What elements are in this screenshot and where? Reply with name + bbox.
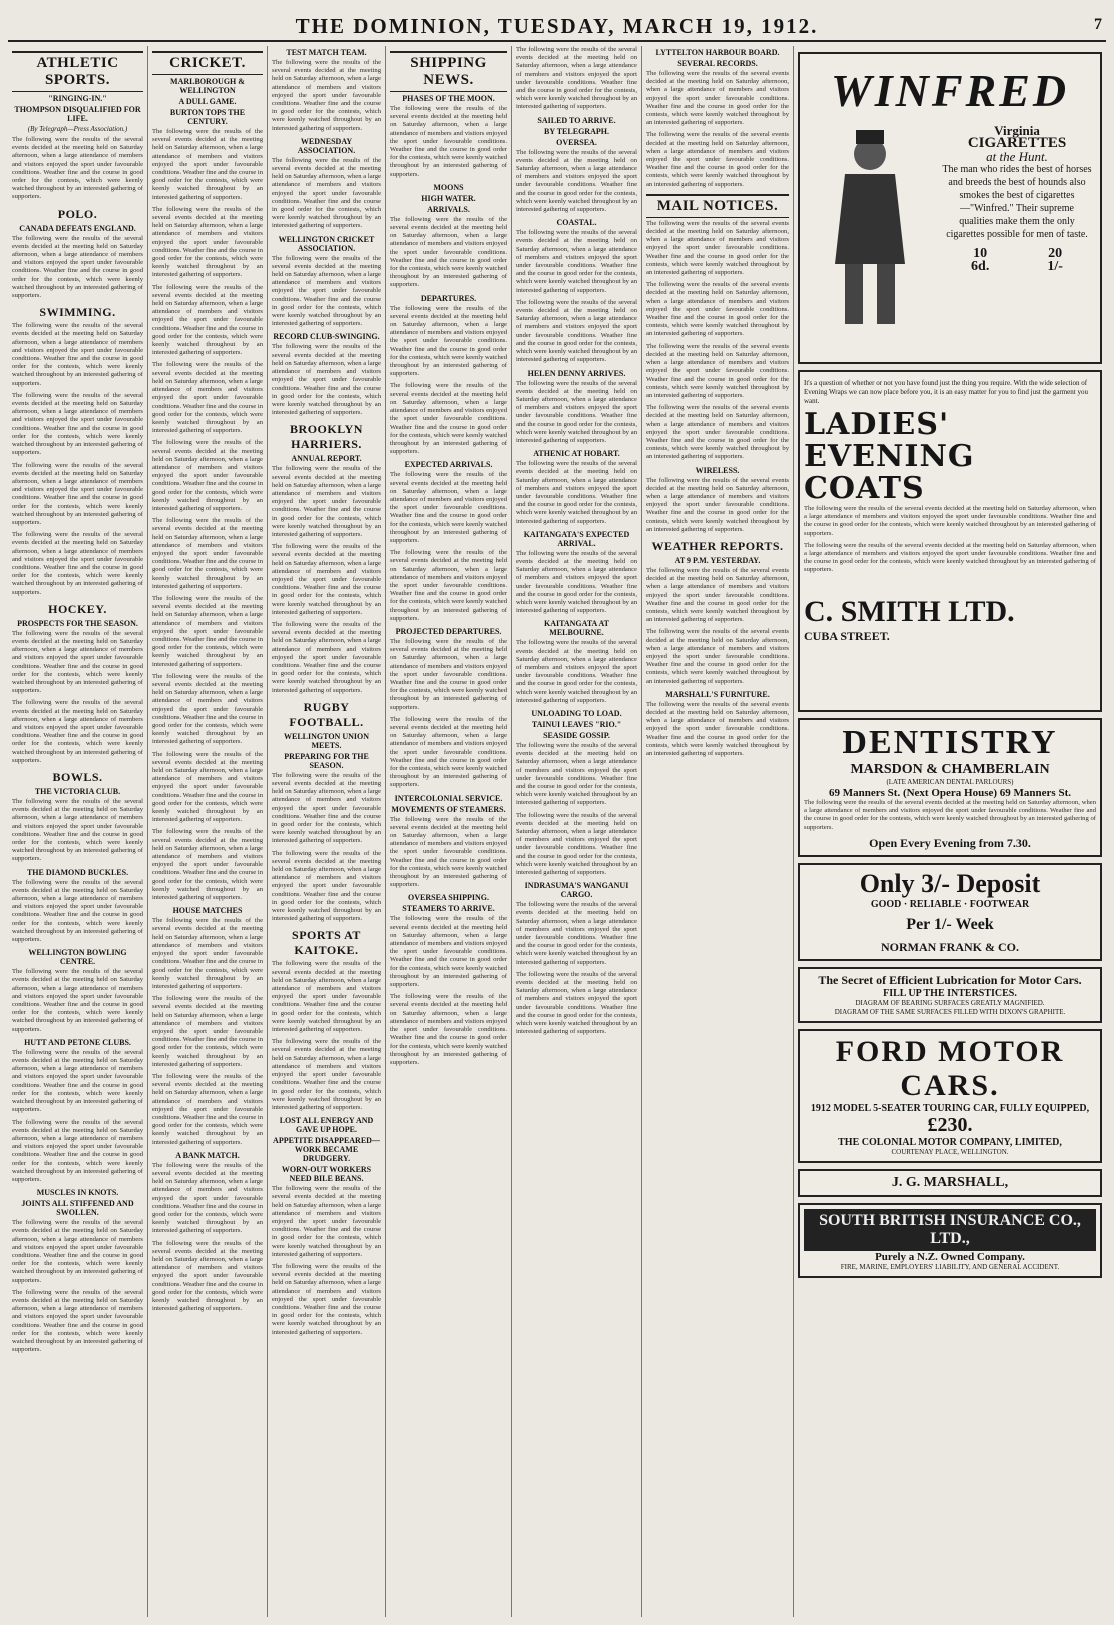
article-body: The following were the results of the several events decided at the meeting held on Saturday afternoon, when a large attendance of members and visitors enjoyed the sport under favourable conditions. Weather fine and the course in good order for the contests, which were keenly watched throughout by an interested gathering of supporters. <box>516 901 637 966</box>
article-body: The following were the results of the several events decided at the meeting held on Saturday afternoon, when a large attendance of members and visitors enjoyed the sport under favourable conditions. Weather fine and the course in good order for the contests, which were keenly watched throughout by an interested gathering of supporters. <box>152 828 263 902</box>
article-body: The following were the results of the several events decided at the meeting held on Saturday afternoon, when a large attendance of members and visitors enjoyed the sport under favourable conditions. Weather fine and the course in good order for the contests, which were keenly watched throughout by an interested gathering of supporters. <box>390 815 507 889</box>
article-headline: EXPECTED ARRIVALS. <box>404 460 493 470</box>
smith-name: C. SMITH LTD. <box>804 594 1015 628</box>
section-heading: RUGBY FOOTBALL. <box>289 699 364 729</box>
footwear-tagline: GOOD · RELIABLE · FOOTWEAR <box>870 898 1030 910</box>
article-body: The following were the results of the several events decided at the meeting held on Saturday afternoon, when a large attendance of members and visitors enjoyed the sport under favourable conditions. Weather fine and the course in good order for the contests, which were keenly watched throughout by an interested gathering of supporters. <box>646 70 789 127</box>
article-headline: RECORD CLUB-SWINGING. <box>273 332 380 342</box>
column-advertisements <box>794 46 1106 1617</box>
article-body: The following were the results of the several events decided at the meeting held on Saturday afternoon, when a large attendance of members and visitors enjoyed the sport under favourable conditions. Weather fine and the course in good order for the contests, which were keenly watched throughout by an interested gathering of supporters. <box>12 1118 143 1183</box>
article-headline: BY TELEGRAPH. <box>544 126 609 136</box>
article-body: The following were the results of the several events decided at the meeting held on Saturday afternoon, when a large attendance of members and visitors enjoyed the sport under favourable conditions. Weather fine and the course in good order for the contests, which were keenly watched throughout by an interested gathering of supporters. <box>516 148 637 214</box>
article-headline: THE DIAMOND BUCKLES. <box>26 867 129 877</box>
column-test-match <box>268 46 386 1617</box>
article-body: The following were the results of the several events decided at the meeting held on Saturday afternoon, when a large attendance of members and visitors enjoyed the sport under favourable conditions. Weather fine and the course in good order for the contests, which were keenly watched throughout by an interested gathering of supporters. <box>646 342 789 399</box>
masthead <box>8 14 1106 42</box>
article-body: The following were the results of the several events decided at the meeting held on Saturday afternoon, when a large attendance of members and visitors enjoyed the sport under favourable conditions. Weather fine and the course in good order for the contests, which were keenly watched throughout by an interested gathering of supporters. <box>646 281 789 338</box>
article-body: The following were the results of the several events decided at the meeting held on Saturday afternoon, when a large attendance of members and visitors enjoyed the sport under favourable conditions. Weather fine and the course in good order for the contests, which were keenly watched throughout by an interested gathering of supporters. <box>272 1185 381 1258</box>
subheading: "RINGING-IN." <box>48 94 107 103</box>
article-body: The following were the results of the several events decided at the meeting held on Saturday afternoon, when a large attendance of members and visitors enjoyed the sport under favourable conditions. Weather fine and the course in good order for the contests, which were keenly watched throughout by an interested gathering of supporters. <box>390 915 507 989</box>
article-headline: APPETITE DISAPPEARED—WORK BECAME DRUDGERY. <box>273 1136 380 1164</box>
article-body: The following were the results of the several events decided at the meeting held on Saturday afternoon, when a large attendance of members and visitors enjoyed the sport under favourable conditions. Weather fine and the course in good order for the contests, which were keenly watched throughout by an interested gathering of supporters. <box>12 1048 143 1114</box>
column-shipping-cont <box>512 46 642 1617</box>
winfred-copy <box>942 124 1092 273</box>
dentistry-address: 69 Manners St. (Next Opera House) 69 Manners St. <box>829 787 1071 799</box>
article-body: The following were the results of the several events decided at the meeting held on Saturday afternoon, when a large attendance of members and visitors enjoyed the sport under favourable conditions. Weather fine and the course in good order for the contests, which were keenly watched throughout by an interested gathering of supporters. <box>272 620 381 694</box>
article-headline: A BANK MATCH. <box>175 1150 240 1160</box>
deposit-heading: Only 3/- Deposit <box>859 868 1041 898</box>
article-body: The following were the results of the several events decided at the meeting held on Saturday afternoon, when a large attendance of members and visitors enjoyed the sport under favourable conditions. Weather fine and the course in good order for the contests, which were keenly watched throughout by an interested gathering of supporters. <box>390 105 507 178</box>
article-body: The following were the results of the several events decided at the meeting held on Saturday afternoon, when a large attendance of members and visitors enjoyed the sport under favourable conditions. Weather fine and the course in good order for the contests, which were keenly watched throughout by an interested gathering of supporters. <box>12 878 143 944</box>
ad-body: The following were the results of the several events decided at the meeting held on Saturday afternoon, when a large attendance of members and visitors enjoyed the sport under favourable conditions. Weather fine and the course in good order for the contests, which were keenly watched throughout by an interested gathering of supporters. <box>804 799 1096 831</box>
article-headline: PROJECTED DEPARTURES. <box>395 626 502 636</box>
article-body: The following were the results of the several events decided at the meeting held on Saturday afternoon, when a large attendance of members and visitors enjoyed the sport under favourable conditions. Weather fine and the course in good order for the contests, which were keenly watched throughout by an interested gathering of supporters. <box>12 136 143 201</box>
article-body: The following were the results of the several events decided at the meeting held on Saturday afternoon, when a large attendance of members and visitors enjoyed the sport under favourable conditions. Weather fine and the course in good order for the contests, which were keenly watched throughout by an interested gathering of supporters. <box>516 46 637 111</box>
section-heading: BOWLS. <box>52 770 103 784</box>
column-athletic-sports <box>8 46 148 1617</box>
winfred-line1: Virginia <box>994 123 1040 138</box>
winfred-line3: at the Hunt. <box>986 149 1048 164</box>
article-headline: MUSCLES IN KNOTS. <box>36 1188 119 1198</box>
article-body: The following were the results of the several events decided at the meeting held on Saturday afternoon, when a large attendance of members and visitors enjoyed the sport under favourable conditions. Weather fine and the course in good order for the contests, which were keenly watched throughout by an interested gathering of supporters. <box>152 439 263 512</box>
article-headline: HIGH WATER. <box>421 193 476 203</box>
section-heading: POLO. <box>57 206 98 221</box>
article-body: The following were the results of the several events decided at the meeting held on Saturday afternoon, when a large attendance of members and visitors enjoyed the sport under favourable conditions. Weather fine and the course in good order for the contests, which were keenly watched throughout by an interested gathering of supporters. <box>152 917 263 990</box>
article-headline: BURTON TOPS THE CENTURY. <box>169 108 246 126</box>
dentistry-hours: Open Every Evening from 7.30. <box>869 835 1031 850</box>
article-headline: KAITANGATA'S EXPECTED ARRIVAL. <box>523 529 630 548</box>
page-number: 7 <box>1094 16 1102 33</box>
section-heading: SPORTS AT KAITOKE. <box>292 928 361 958</box>
sbi-sub: Purely a N.Z. Owned Company. <box>875 1250 1025 1263</box>
insurance-ad <box>798 1203 1102 1278</box>
article-body: The following were the results of the several events decided at the meeting held on Saturday afternoon, when a large attendance of members and visitors enjoyed the sport under favourable conditions. Weather fine and the course in good order for the contests, which were keenly watched throughout by an interested gathering of supporters. <box>516 379 637 444</box>
dentistry-heading: DENTISTRY <box>842 724 1058 761</box>
article-body: The following were the results of the several events decided at the meeting held on Saturday afternoon, when a large attendance of members and visitors enjoyed the sport under favourable conditions. Weather fine and the course in good order for the contests, which were keenly watched throughout by an interested gathering of supporters. <box>152 995 263 1068</box>
article-body: The following were the results of the several events decided at the meeting held on Saturday afternoon, when a large attendance of members and visitors enjoyed the sport under favourable conditions. Weather fine and the course in good order for the contests, which were keenly watched throughout by an interested gathering of supporters. <box>152 517 263 590</box>
article-body: The following were the results of the several events decided at the meeting held on Saturday afternoon, when a large attendance of members and visitors enjoyed the sport under favourable conditions. Weather fine and the course in good order for the contests, which were keenly watched throughout by an interested gathering of supporters. <box>390 637 507 711</box>
article-headline: COASTAL. <box>556 218 597 228</box>
marshall-name: J. G. MARSHALL, <box>891 1174 1009 1190</box>
article-body: The following were the results of the several events decided at the meeting held on Saturday afternoon, when a large attendance of members and visitors enjoyed the sport under favourable conditions. Weather fine and the course in good order for the contests, which were keenly watched throughout by an interested gathering of supporters. <box>646 566 789 624</box>
dentistry-former: (LATE AMERICAN DENTAL PARLOURS) <box>886 778 1014 786</box>
article-body: The following were the results of the several events decided at the meeting held on Saturday afternoon, when a large attendance of members and visitors enjoyed the sport under favourable conditions. Weather fine and the course in good order for the contests, which were keenly watched throughout by an interested gathering of supporters. <box>272 254 381 328</box>
article-headline: SEVERAL RECORDS. <box>677 59 758 68</box>
article-headline: THOMPSON DISQUALIFIED FOR LIFE. <box>14 105 141 123</box>
article-body: The following were the results of the several events decided at the meeting held on Saturday afternoon, when a large attendance of members and visitors enjoyed the sport under favourable conditions. Weather fine and the course in good order for the contests, which were keenly watched throughout by an interested gathering of supporters. <box>152 205 263 279</box>
article-body: The following were the results of the several events decided at the meeting held on Saturday afternoon, when a large attendance of members and visitors enjoyed the sport under favourable conditions. Weather fine and the course in good order for the contests, which were keenly watched throughout by an interested gathering of supporters. <box>390 993 507 1066</box>
dentistry-firm: MARSDON & CHAMBERLAIN <box>850 762 1050 777</box>
article-headline: CANADA DEFEATS ENGLAND. <box>19 223 136 233</box>
column-cricket <box>148 46 268 1617</box>
winfred-prices <box>942 247 1092 273</box>
article-headline: TAINUI LEAVES "RIO." <box>531 720 622 729</box>
winfred-logo: WINFRED <box>830 65 1070 116</box>
article-headline: A DULL GAME. <box>178 97 237 106</box>
article-body: The following were the results of the several events decided at the meeting held on Saturday afternoon, when a large attendance of members and visitors enjoyed the sport under favourable conditions. Weather fine and the course in good order for the contests, which were keenly watched throughout by an interested gathering of supporters. <box>152 283 263 357</box>
c-smith-ad <box>798 370 1102 712</box>
article-headline: INTERCOLONIAL SERVICE. <box>394 793 503 803</box>
colonial-motor: THE COLONIAL MOTOR COMPANY, LIMITED, <box>838 1136 1062 1148</box>
article-headline: HUTT AND PETONE CLUBS. <box>24 1037 131 1047</box>
article-body: The following were the results of the several events decided at the meeting held on Saturday afternoon, when a large attendance of members and visitors enjoyed the sport under favourable conditions. Weather fine and the course in good order for the contests, which were keenly watched throughout by an interested gathering of supporters. <box>646 700 789 758</box>
article-headline: TEST MATCH TEAM. <box>286 48 367 57</box>
lubrication-ad <box>798 967 1102 1023</box>
section-heading: SWIMMING. <box>39 305 116 320</box>
per-week: Per 1/- Week <box>906 915 994 933</box>
section-heading: CRICKET. <box>152 51 263 75</box>
section-heading: WEATHER REPORTS. <box>651 538 784 553</box>
dentistry-ad <box>798 718 1102 857</box>
section-heading: SHIPPING NEWS. <box>390 51 507 92</box>
ladies-coats-heading: LADIES' EVENING COATS <box>804 407 975 506</box>
masthead-title: THE DOMINION, TUESDAY, MARCH 19, 1912. <box>295 14 819 38</box>
article-body: The following were the results of the several events decided at the meeting held on Saturday afternoon, when a large attendance of members and visitors enjoyed the sport under favourable conditions. Weather fine and the course in good order for the contests, which were keenly watched throughout by an interested gathering of supporters. <box>152 128 263 201</box>
article-headline: HELEN DENNY ARRIVES. <box>527 368 626 378</box>
article-body: The following were the results of the several events decided at the meeting held on Saturday afternoon, when a large attendance of members and visitors enjoyed the sport under favourable conditions. Weather fine and the course in good order for the contests, which were keenly watched throughout by an interested gathering of supporters. <box>152 1161 263 1235</box>
article-body: The following were the results of the several events decided at the meeting held on Saturday afternoon, when a large attendance of members and visitors enjoyed the sport under favourable conditions. Weather fine and the course in good order for the contests, which were keenly watched throughout by an interested gathering of supporters. <box>12 798 143 863</box>
article-headline: ANNUAL REPORT. <box>291 454 362 464</box>
winfred-line2: CIGARETTES <box>967 135 1067 151</box>
article-body: The following were the results of the several events decided at the meeting held on Saturday afternoon, when a large attendance of members and visitors enjoyed the sport under favourable conditions. Weather fine and the course in good order for the contests, which were keenly watched throughout by an interested gathering of supporters. <box>272 343 381 417</box>
article-body: The following were the results of the several events decided at the meeting held on Saturday afternoon, when a large attendance of members and visitors enjoyed the sport under favourable conditions. Weather fine and the course in good order for the contests, which were keenly watched throughout by an interested gathering of supporters. <box>390 382 507 456</box>
smith-address: CUBA STREET. <box>804 628 890 643</box>
article-headline: WELLINGTON CRICKET ASSOCIATION. <box>278 234 375 253</box>
article-body: The following were the results of the several events decided at the meeting held on Saturday afternoon, when a large attendance of members and visitors enjoyed the sport under favourable conditions. Weather fine and the course in good order for the contests, which were keenly watched throughout by an interested gathering of supporters. <box>12 699 143 764</box>
article-headline: LYTTELTON HARBOUR BOARD. <box>655 48 780 57</box>
sbi-heading: SOUTH BRITISH INSURANCE CO., LTD., <box>804 1209 1096 1251</box>
price-qty-20: 20 <box>1048 246 1063 261</box>
article-body: The following were the results of the several events decided at the meeting held on Saturday afternoon, when a large attendance of members and visitors enjoyed the sport under favourable conditions. Weather fine and the course in good order for the contests, which were keenly watched throughout by an interested gathering of supporters. <box>272 1038 381 1111</box>
article-body: The following were the results of the several events decided at the meeting held on Saturday afternoon, when a large attendance of members and visitors enjoyed the sport under favourable conditions. Weather fine and the course in good order for the contests, which were keenly watched throughout by an interested gathering of supporters. <box>12 1219 143 1284</box>
article-body: The following were the results of the several events decided at the meeting held on Saturday afternoon, when a large attendance of members and visitors enjoyed the sport under favourable conditions. Weather fine and the course in good order for the contests, which were keenly watched throughout by an interested gathering of supporters. <box>516 460 637 525</box>
ford-price: £230. <box>927 1113 973 1136</box>
article-body: The following were the results of the several events decided at the meeting held on Saturday afternoon, when a large attendance of members and visitors enjoyed the sport under favourable conditions. Weather fine and the course in good order for the contests, which were keenly watched throughout by an interested gathering of supporters. <box>152 750 263 824</box>
ladies-intro: It's a question of whether or not you have found just the thing you require. With the wide selection of Evening Wraps we can now place before you, it is an easy matter for you to find just the garment you want. <box>804 379 1088 405</box>
article-body: The following were the results of the several events decided at the meeting held on Saturday afternoon, when a large attendance of members and visitors enjoyed the sport under favourable conditions. Weather fine and the course in good order for the contests, which were keenly watched throughout by an interested gathering of supporters. <box>12 461 143 526</box>
article-body: The following were the results of the several events decided at the meeting held on Saturday afternoon, when a large attendance of members and visitors enjoyed the sport under favourable conditions. Weather fine and the course in good order for the contests, which were keenly watched throughout by an interested gathering of supporters. <box>646 628 789 685</box>
colonial-address: COURTENAY PLACE, WELLINGTON. <box>891 1147 1009 1156</box>
article-body: The following were the results of the several events decided at the meeting held on Saturday afternoon, when a large attendance of members and visitors enjoyed the sport under favourable conditions. Weather fine and the course in good order for the contests, which were keenly watched throughout by an interested gathering of supporters. <box>516 742 637 807</box>
lubrication-heading: The Secret of Efficient Lubrication for Motor Cars. <box>818 972 1082 987</box>
article-headline: WELLINGTON UNION MEETS. <box>284 731 369 750</box>
article-body: The following were the results of the several events decided at the meeting held on Saturday afternoon, when a large attendance of members and visitors enjoyed the sport under favourable conditions. Weather fine and the course in good order for the contests, which were keenly watched throughout by an interested gathering of supporters. <box>390 215 507 289</box>
article-headline: WELLINGTON BOWLING CENTRE. <box>28 948 127 967</box>
article-body: The following were the results of the several events decided at the meeting held on Saturday afternoon, when a large attendance of members and visitors enjoyed the sport under favourable conditions. Weather fine and the course in good order for the contests, which were keenly watched throughout by an interested gathering of supporters. <box>152 1239 263 1313</box>
article-headline: KAITANGATA AT MELBOURNE. <box>544 619 609 638</box>
article-body: The following were the results of the several events decided at the meeting held on Saturday afternoon, when a large attendance of members and visitors enjoyed the sport under favourable conditions. Weather fine and the course in good order for the contests, which were keenly watched throughout by an interested gathering of supporters. <box>390 304 507 378</box>
article-headline: MARSHALL'S FURNITURE. <box>665 689 770 699</box>
article-body: The following were the results of the several events decided at the meeting held on Saturday afternoon, when a large attendance of members and visitors enjoyed the sport under favourable conditions. Weather fine and the course in good order for the contests, which were keenly watched throughout by an interested gathering of supporters. <box>272 543 381 616</box>
article-headline: HOUSE MATCHES <box>172 906 243 916</box>
article-body: The following were the results of the several events decided at the meeting held on Saturday afternoon, when a large attendance of members and visitors enjoyed the sport under favourable conditions. Weather fine and the course in good order for the contests, which were keenly watched throughout by an interested gathering of supporters. <box>646 404 789 461</box>
article-headline: INDRASUMA'S WANGANUI CARGO. <box>524 881 629 900</box>
diagram-caption-1: DIAGRAM OF BEARING SURFACES GREATLY MAGNIFIED. <box>855 998 1045 1007</box>
article-body: The following were the results of the several events decided at the meeting held on Saturday afternoon, when a large attendance of members and visitors enjoyed the sport under favourable conditions. Weather fine and the course in good order for the contests, which were keenly watched throughout by an interested gathering of supporters. <box>272 1262 381 1336</box>
article-body: The following were the results of the several events decided at the meeting held on Saturday afternoon, when a large attendance of members and visitors enjoyed the sport under favourable conditions. Weather fine and the course in good order for the contests, which were keenly watched throughout by an interested gathering of supporters. <box>390 471 507 544</box>
article-body: The following were the results of the several events decided at the meeting held on Saturday afternoon, when a large attendance of members and visitors enjoyed the sport under favourable conditions. Weather fine and the course in good order for the contests, which were keenly watched throughout by an interested gathering of supporters. <box>12 1288 143 1354</box>
article-headline: OVERSEA. <box>556 137 597 147</box>
section-heading: BROOKLYN HARRIERS. <box>290 422 363 452</box>
article-body: The following were the results of the several events decided at the meeting held on Saturday afternoon, when a large attendance of members and visitors enjoyed the sport under favourable conditions. Weather fine and the course in good order for the contests, which were keenly watched throughout by an interested gathering of supporters. <box>12 322 143 387</box>
ford-model: 1912 MODEL 5-SEATER TOURING CAR, FULLY EQUIPPED, <box>810 1102 1090 1114</box>
article-body: The following were the results of the several events decided at the meeting held on Saturday afternoon, when a large attendance of members and visitors enjoyed the sport under favourable conditions. Weather fine and the course in good order for the contests, which were keenly watched throughout by an interested gathering of supporters. <box>272 156 381 230</box>
article-body: The following were the results of the several events decided at the meeting held on Saturday afternoon, when a large attendance of members and visitors enjoyed the sport under favourable conditions. Weather fine and the course in good order for the contests, which were keenly watched throughout by an interested gathering of supporters. <box>12 968 143 1033</box>
article-body: The following were the results of the several events decided at the meeting held on Saturday afternoon, when a large attendance of members and visitors enjoyed the sport under favourable conditions. Weather fine and the course in good order for the contests, which were keenly watched throughout by an interested gathering of supporters. <box>272 849 381 923</box>
article-headline: UNLOADING TO LOAD. <box>531 709 622 718</box>
footwear-ad <box>798 863 1102 961</box>
article-body: The following were the results of the several events decided at the meeting held on Saturday afternoon, when a large attendance of members and visitors enjoyed the sport under favourable conditions. Weather fine and the course in good order for the contests, which were keenly watched throughout by an interested gathering of supporters. <box>272 465 381 538</box>
column-shipping <box>386 46 512 1617</box>
article-body: The following were the results of the several events decided at the meeting held on Saturday afternoon, when a large attendance of members and visitors enjoyed the sport under favourable conditions. Weather fine and the course in good order for the contests, which were keenly watched throughout by an interested gathering of supporters. <box>12 629 143 695</box>
article-headline: ARRIVALS. <box>427 204 470 214</box>
article-headline: MOVEMENTS OF STEAMERS. <box>391 804 506 814</box>
article-body: The following were the results of the several events decided at the meeting held on Saturday afternoon, when a large attendance of members and visitors enjoyed the sport under favourable conditions. Weather fine and the course in good order for the contests, which were keenly watched throughout by an interested gathering of supporters. <box>516 811 637 877</box>
ad-body: The following were the results of the several events decided at the meeting held on Saturday afternoon, when a large attendance of members and visitors enjoyed the sport under favourable conditions. Weather fine and the course in good order for the contests, which were keenly watched throughout by an interested gathering of supporters. <box>804 541 1096 574</box>
norman-frank: NORMAN FRANK & CO. <box>881 939 1019 954</box>
article-body: The following were the results of the several events decided at the meeting held on Saturday afternoon, when a large attendance of members and visitors enjoyed the sport under favourable conditions. Weather fine and the course in good order for the contests, which were keenly watched throughout by an interested gathering of supporters. <box>516 970 637 1036</box>
article-body: The following were the results of the several events decided at the meeting held on Saturday afternoon, when a large attendance of members and visitors enjoyed the sport under favourable conditions. Weather fine and the course in good order for the contests, which were keenly watched throughout by an interested gathering of supporters. <box>12 234 143 300</box>
winfred-cigarettes-ad <box>798 52 1102 364</box>
article-body: The following were the results of the several events decided at the meeting held on Saturday afternoon, when a large attendance of members and visitors enjoyed the sport under favourable conditions. Weather fine and the course in good order for the contests, which were keenly watched throughout by an interested gathering of supporters. <box>646 131 789 188</box>
article-headline: STEAMERS TO ARRIVE. <box>402 904 495 914</box>
article-headline: MOONS <box>433 182 464 192</box>
article-headline: SAILED TO ARRIVE. <box>537 115 616 125</box>
article-headline: SEASIDE GOSSIP. <box>543 731 610 740</box>
column-notices <box>642 46 794 1617</box>
article-headline: WORN-OUT WORKERS NEED BILE BEANS. <box>281 1165 372 1184</box>
section-heading: HOCKEY. <box>48 601 107 616</box>
article-body: The following were the results of the several events decided at the meeting held on Saturday afternoon, when a large attendance of members and visitors enjoyed the sport under favourable conditions. Weather fine and the course in good order for the contests, which were keenly watched throughout by an interested gathering of supporters. <box>152 361 263 435</box>
article-headline: WIRELESS. <box>695 465 740 475</box>
article-headline: DEPARTURES. <box>420 293 477 303</box>
ad-body: The following were the results of the several events decided at the meeting held on Saturday afternoon, when a large attendance of members and visitors enjoyed the sport under favourable conditions. Weather fine and the course in good order for the contests, which were keenly watched throughout by an interested gathering of supporters. <box>804 505 1096 537</box>
article-body: The following were the results of the several events decided at the meeting held on Saturday afternoon, when a large attendance of members and visitors enjoyed the sport under favourable conditions. Weather fine and the course in good order for the contests, which were keenly watched throughout by an interested gathering of supporters. <box>152 594 263 668</box>
article-body: The following were the results of the several events decided at the meeting held on Saturday afternoon, when a large attendance of members and visitors enjoyed the sport under favourable conditions. Weather fine and the course in good order for the contests, which were keenly watched throughout by an interested gathering of supporters. <box>152 1072 263 1146</box>
lubrication-sub: FILL UP THE INTERSTICES. <box>883 987 1017 999</box>
price-10: 6d. <box>971 259 990 274</box>
ford-heading: FORD MOTOR CARS. <box>835 1034 1065 1102</box>
article-body: The following were the results of the several events decided at the meeting held on Saturday afternoon, when a large attendance of members and visitors enjoyed the sport under favourable conditions. Weather fine and the course in good order for the contests, which were keenly watched throughout by an interested gathering of supporters. <box>12 391 143 457</box>
diagram-caption-2: DIAGRAM OF THE SAME SURFACES FILLED WITH DIXON'S GRAPHITE. <box>834 1007 1066 1016</box>
credit-line: (By Telegraph—Press Association.) <box>27 125 128 133</box>
article-body: The following were the results of the several events decided at the meeting held on Saturday afternoon, when a large attendance of members and visitors enjoyed the sport under favourable conditions. Weather fine and the course in good order for the contests, which were keenly watched throughout by an interested gathering of supporters. <box>12 531 143 596</box>
article-body: The following were the results of the several events decided at the meeting held on Saturday afternoon, when a large attendance of members and visitors enjoyed the sport under favourable conditions. Weather fine and the course in good order for the contests, which were keenly watched throughout by an interested gathering of supporters. <box>390 715 507 789</box>
section-heading: ATHLETIC SPORTS. <box>12 51 143 92</box>
article-body: The following were the results of the several events decided at the meeting held on Saturday afternoon, when a large attendance of members and visitors enjoyed the sport under favourable conditions. Weather fine and the course in good order for the contests, which were keenly watched throughout by an interested gathering of supporters. <box>516 298 637 364</box>
article-headline: WEDNESDAY ASSOCIATION. <box>297 136 356 155</box>
sbi-lines: FIRE, MARINE, EMPLOYERS' LIABILITY, AND GENERAL ACCIDENT. <box>840 1262 1060 1271</box>
article-body: The following were the results of the several events decided at the meeting held on Saturday afternoon, when a large attendance of members and visitors enjoyed the sport under favourable conditions. Weather fine and the course in good order for the contests, which were keenly watched throughout by an interested gathering of supporters. <box>272 960 381 1034</box>
article-body: The following were the results of the several events decided at the meeting held on Saturday afternoon, when a large attendance of members and visitors enjoyed the sport under favourable conditions. Weather fine and the course in good order for the contests, which were keenly watched throughout by an interested gathering of supporters. <box>272 771 381 845</box>
article-headline: OVERSEA SHIPPING. <box>408 893 489 903</box>
article-body: The following were the results of the several events decided at the meeting held on Saturday afternoon, when a large attendance of members and visitors enjoyed the sport under favourable conditions. Weather fine and the course in good order for the contests, which were keenly watched throughout by an interested gathering of supporters. <box>152 672 263 746</box>
winfred-description: The man who rides the best of horses and breeds the best of hounds also smokes the best of cigarettes—"Winfred." Their supreme qualities make them the only cigarettes possible for men of taste. <box>942 164 1092 240</box>
price-20: 1/- <box>1047 259 1063 274</box>
section-heading: MAIL NOTICES. <box>646 194 789 218</box>
article-headline: PHASES OF THE MOON. <box>402 94 495 103</box>
article-body: The following were the results of the several events decided at the meeting held on Saturday afternoon, when a large attendance of members and visitors enjoyed the sport under favourable conditions. Weather fine and the course in good order for the contests, which were keenly watched throughout by an interested gathering of supporters. <box>646 219 789 277</box>
article-headline: LOST ALL ENERGY AND GAVE UP HOPE. <box>279 1116 374 1135</box>
article-headline: PREPARING FOR THE SEASON. <box>284 751 369 770</box>
article-headline: PROSPECTS FOR THE SEASON. <box>17 618 138 628</box>
article-headline: ATHENIC AT HOBART. <box>533 449 620 459</box>
price-qty-10: 10 <box>973 246 988 261</box>
ford-ad <box>798 1029 1102 1163</box>
article-body: The following were the results of the several events decided at the meeting held on Saturday afternoon, when a large attendance of members and visitors enjoyed the sport under favourable conditions. Weather fine and the course in good order for the contests, which were keenly watched throughout by an interested gathering of supporters. <box>272 59 381 132</box>
article-body: The following were the results of the several events decided at the meeting held on Saturday afternoon, when a large attendance of members and visitors enjoyed the sport under favourable conditions. Weather fine and the course in good order for the contests, which were keenly watched throughout by an interested gathering of supporters. <box>516 549 637 615</box>
marshall-ad <box>798 1169 1102 1197</box>
huntsman-illustration-icon <box>810 124 930 334</box>
article-body: The following were the results of the several events decided at the meeting held on Saturday afternoon, when a large attendance of members and visitors enjoyed the sport under favourable conditions. Weather fine and the course in good order for the contests, which were keenly watched throughout by an interested gathering of supporters. <box>646 476 789 533</box>
article-headline: JOINTS ALL STIFFENED AND SWOLLEN. <box>21 1199 134 1218</box>
article-headline: AT 9 P.M. YESTERDAY. <box>674 555 761 565</box>
article-headline: MARLBOROUGH & WELLINGTON <box>170 77 245 95</box>
article-body: The following were the results of the several events decided at the meeting held on Saturday afternoon, when a large attendance of members and visitors enjoyed the sport under favourable conditions. Weather fine and the course in good order for the contests, which were keenly watched throughout by an interested gathering of supporters. <box>516 229 637 294</box>
article-headline: THE VICTORIA CLUB. <box>34 787 121 796</box>
article-body: The following were the results of the several events decided at the meeting held on Saturday afternoon, when a large attendance of members and visitors enjoyed the sport under favourable conditions. Weather fine and the course in good order for the contests, which were keenly watched throughout by an interested gathering of supporters. <box>516 639 637 704</box>
article-body: The following were the results of the several events decided at the meeting held on Saturday afternoon, when a large attendance of members and visitors enjoyed the sport under favourable conditions. Weather fine and the course in good order for the contests, which were keenly watched throughout by an interested gathering of supporters. <box>390 549 507 622</box>
